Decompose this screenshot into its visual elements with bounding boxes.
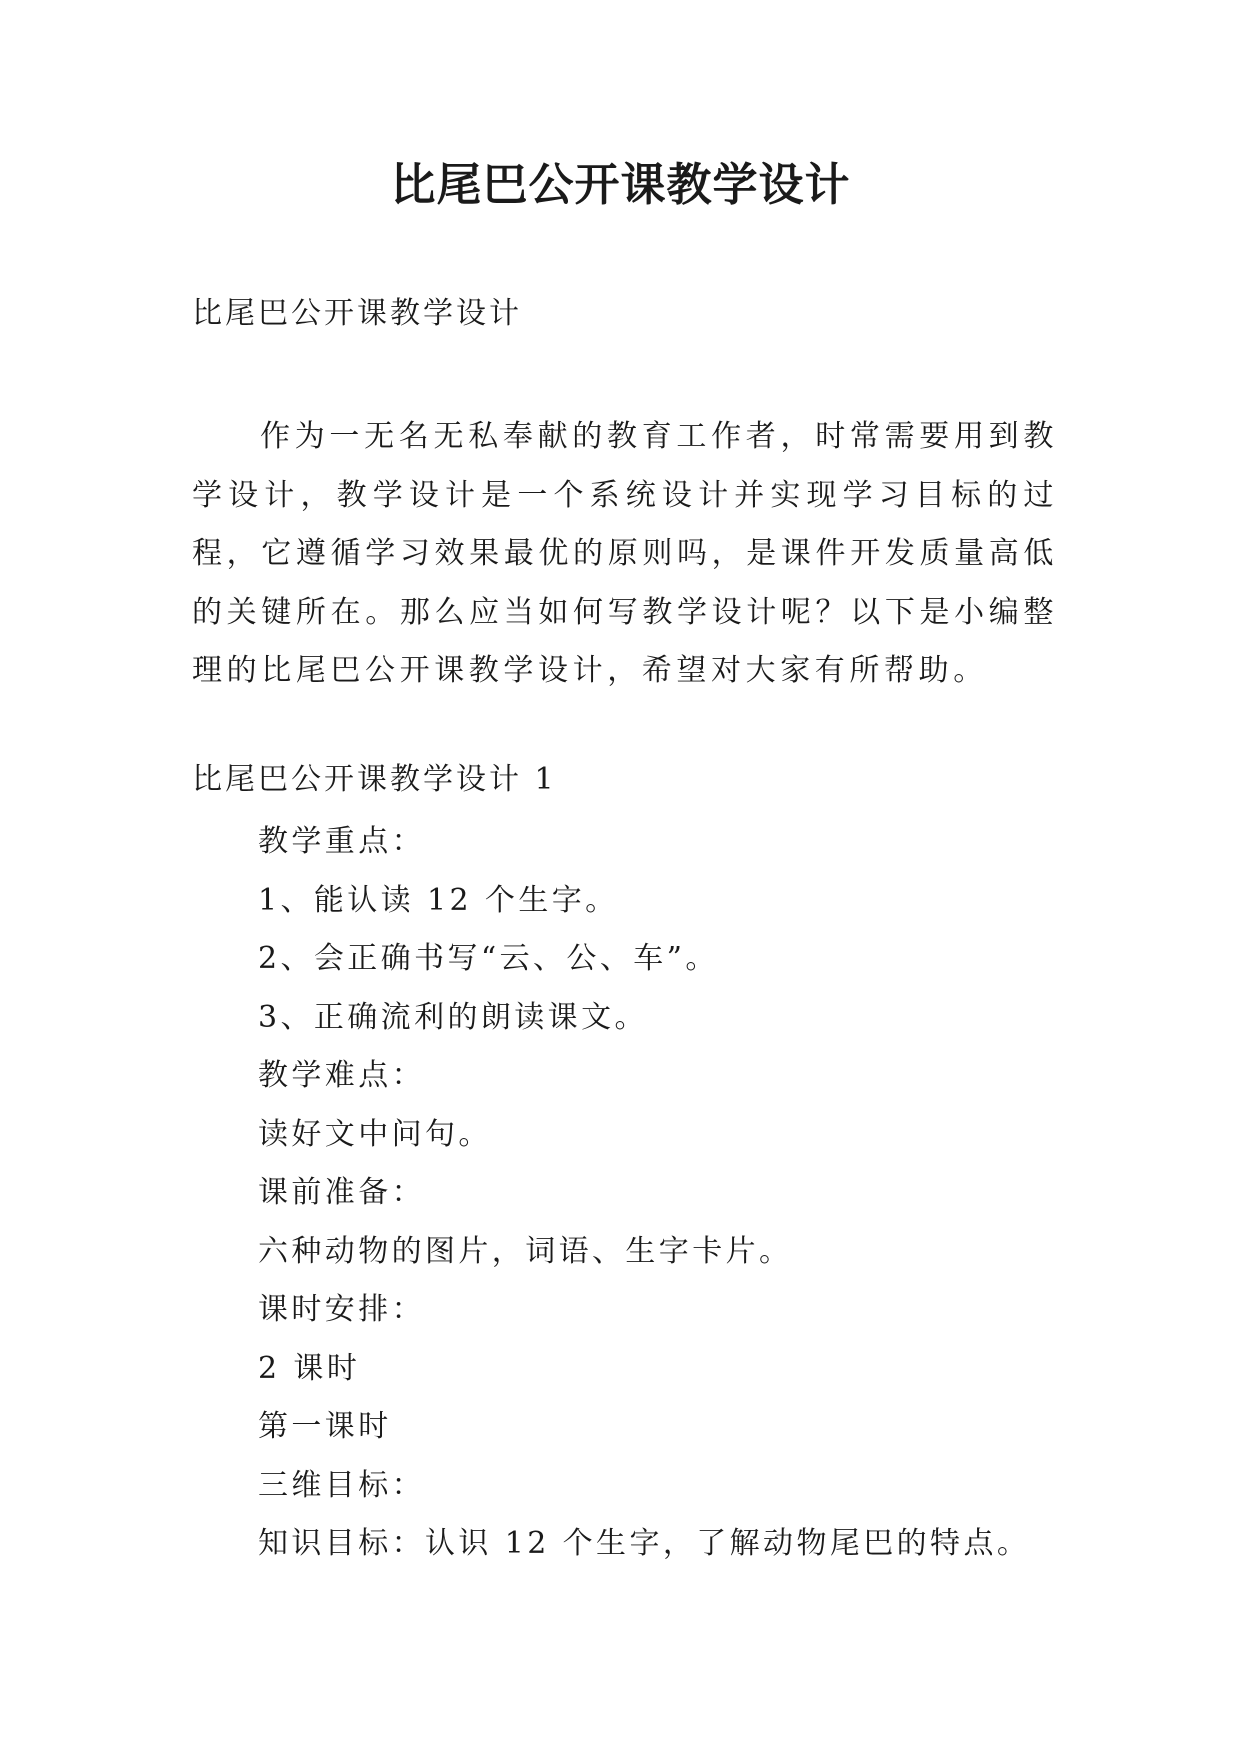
list-item: 第一课时 — [258, 1409, 392, 1444]
list-item: 教学重点： — [258, 824, 425, 859]
list-item: 六种动物的图片，词语、生字卡片。 — [258, 1233, 793, 1269]
intro-paragraph: 作为一无名无私奉献的教育工作者，时常需要用到教学设计，教学设计是一个系统设计并实现学习目标的过程，它遵循学习效果最优的原则吗，是课件开发质量高低的关键所在。那么应当如何写教学设计呢？以下是小编整理的比尾巴公开课教学设计，希望对大家有所帮助。 — [192, 419, 1058, 688]
list-item: 1、能认读 12 个生字。 — [258, 882, 619, 918]
list-item: 2、会正确书写“云、公、车”。 — [258, 941, 719, 976]
list-item: 课前准备： — [258, 1175, 425, 1210]
list-item: 教学难点： — [258, 1058, 425, 1093]
list-item: 3、正确流利的朗读课文。 — [258, 999, 648, 1035]
document-subtitle: 比尾巴公开课教学设计 — [192, 296, 522, 331]
section-heading: 比尾巴公开课教学设计 1 — [192, 762, 557, 797]
list-item: 课时安排： — [258, 1292, 425, 1327]
list-item: 2 课时 — [258, 1350, 361, 1386]
list-item: 知识目标：认识 12 个生字，了解动物尾巴的特点。 — [258, 1526, 1031, 1561]
document-title: 比尾巴公开课教学设计 — [390, 158, 851, 211]
list-item: 读好文中问句。 — [258, 1116, 492, 1152]
list-item: 三维目标： — [258, 1467, 425, 1503]
lesson-plan-list — [258, 820, 1030, 1581]
